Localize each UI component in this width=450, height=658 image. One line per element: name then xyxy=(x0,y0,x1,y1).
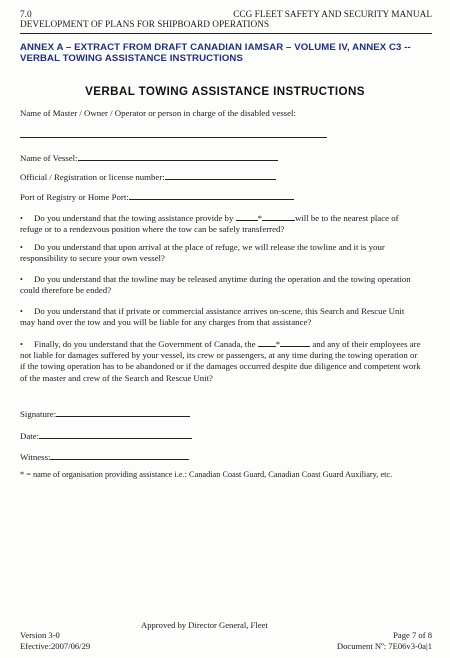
organisation-blank-1[interactable] xyxy=(236,211,258,221)
bullet-icon: • xyxy=(20,214,23,223)
port-field-line[interactable] xyxy=(129,190,294,200)
annex-line-1: ANNEX A – EXTRACT FROM DRAFT CANADIAN IAMSAR – VOLUME IV, ANNEX C3 -- xyxy=(20,42,411,53)
manual-title: CCG FLEET SAFETY AND SECURITY MANUAL xyxy=(233,10,432,20)
question-2: • Do you understand that upon arrival at the place of refuge, we will release the towline and it is your responsibility to secure your own vessel? xyxy=(20,242,385,264)
port-field[interactable] xyxy=(20,190,294,202)
port-field-label: Port of Registry or Home Port: xyxy=(20,192,129,202)
question-3: • Do you understand that the towline may be released anytime during the operation and the towing operation could therefore be ended? xyxy=(20,274,411,296)
question-5: • Finally, do you understand that the Government of Canada, the * and any of their employees are not liable for damages suffered by your vessel, its crew or passengers, at any time during the towing operation or if the towing operation has to be abandoned or if the damages occurred despite due diligence and competent work of the master and crew of the Search and Rescue Unit? xyxy=(20,339,421,383)
master-field-label: Name of Master / Owner / Operator or person in charge of the disabled vessel: xyxy=(20,108,296,118)
organisation-blank-2b[interactable] xyxy=(280,337,310,347)
witness-field[interactable] xyxy=(20,450,189,462)
witness-line[interactable] xyxy=(50,450,189,460)
organisation-blank-1b[interactable] xyxy=(262,211,295,221)
registration-field-line[interactable] xyxy=(165,170,276,180)
master-field-line[interactable] xyxy=(20,137,327,138)
annex-line-2: VERBAL TOWING ASSISTANCE INSTRUCTIONS xyxy=(20,53,243,64)
form-title: VERBAL TOWING ASSISTANCE INSTRUCTIONS xyxy=(85,85,365,98)
annex-heading xyxy=(20,42,440,64)
question-1: • Do you understand that the towing assistance provide by * will be to the nearest place of refuge or to a rendezvous position where the tow can be safely transferred? xyxy=(20,213,399,235)
bullet-icon: • xyxy=(20,243,23,252)
date-line[interactable] xyxy=(39,429,192,439)
signature-field[interactable] xyxy=(20,407,190,419)
effective-date: Efective:2007/06/29 xyxy=(20,641,91,651)
vessel-field[interactable] xyxy=(20,151,278,163)
vessel-field-label: Name of Vessel: xyxy=(20,153,78,163)
bullet-icon: • xyxy=(20,307,23,316)
footnote: * = name of organisation providing assistance i.e.: Canadian Coast Guard, Canadian Coast Guard Auxiliary, etc. xyxy=(20,470,393,479)
bullet-icon: • xyxy=(20,340,23,349)
signature-line[interactable] xyxy=(56,407,190,417)
section-number: 7.0 xyxy=(20,10,32,20)
registration-field[interactable] xyxy=(20,170,276,182)
header-rule xyxy=(20,33,432,34)
approval-note: Approved by Director General, Fleet xyxy=(141,620,268,630)
page-number: Page 7 of 8 xyxy=(393,630,432,640)
question-4: • Do you understand that if private or commercial assistance arrives on-scene, this Search and Rescue Unit may hand over the tow and you will be liable for any charges from that assistance? xyxy=(20,306,405,328)
bullet-icon: • xyxy=(20,275,23,284)
vessel-field-line[interactable] xyxy=(78,151,278,161)
chapter-title: DEVELOPMENT OF PLANS FOR SHIPBOARD OPERATIONS xyxy=(20,20,270,30)
organisation-blank-2[interactable] xyxy=(258,337,276,347)
document-number: Document Nº: 7E06v3-0a|1 xyxy=(336,641,432,651)
version-label: Version 3-0 xyxy=(20,630,60,640)
witness-label: Witness: xyxy=(20,452,51,462)
date-field[interactable] xyxy=(20,429,192,441)
registration-field-label: Official / Registration or license number: xyxy=(20,172,165,182)
date-label: Date: xyxy=(20,431,40,441)
signature-label: Signature: xyxy=(20,409,57,419)
